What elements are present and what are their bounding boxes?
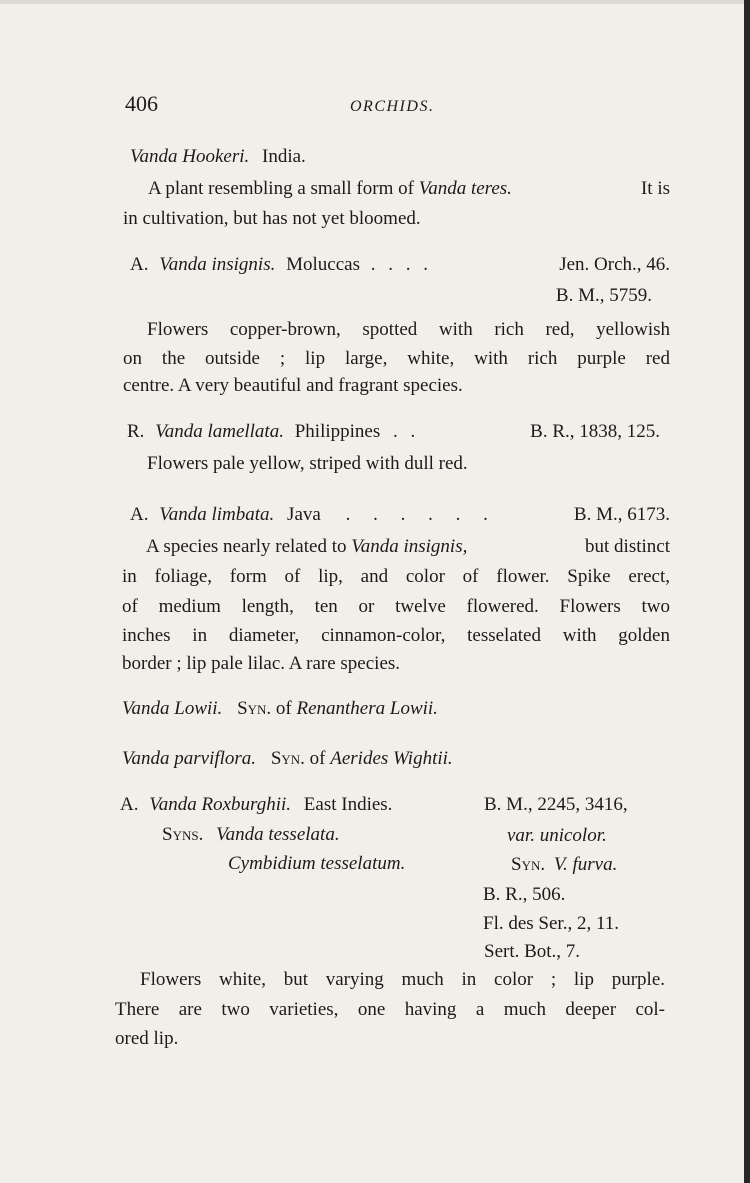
entry-heading — [120, 793, 392, 817]
locality: India. — [262, 146, 306, 167]
page-right-edge — [744, 0, 750, 1183]
description-line: in foliage, form of lip, and color of flower. Spike erect, — [122, 566, 670, 587]
synonym-label: Syn. — [270, 748, 305, 769]
reference: B. M., 6173. — [573, 504, 670, 525]
reference: Jen. Orch., 46. — [559, 254, 670, 275]
description-line: Flowers copper-brown, spotted with rich red, yellowish — [147, 319, 670, 340]
description-line: Flowers white, but varying much in color ; lip purple. — [140, 969, 665, 990]
leader-dots: . . — [392, 421, 420, 442]
description-line: inches in diameter, cinnamon-color, tesselated with golden — [122, 625, 670, 646]
description-line: centre. A very beautiful and fragrant species. — [123, 375, 463, 396]
reference: B. R., 1838, 125. — [530, 421, 660, 442]
species-name: Vanda Lowii. — [122, 698, 223, 719]
entry-heading — [130, 253, 432, 277]
entry-heading — [130, 145, 306, 169]
locality: Philippines — [294, 421, 381, 442]
entry-heading — [127, 420, 419, 444]
synonyms-line — [162, 823, 340, 847]
description-text: but distinct — [585, 536, 670, 557]
species-name: Vanda insignis. — [159, 254, 276, 275]
leader-dots: . . . . . . — [345, 504, 497, 525]
description-line: There are two varieties, one having a much deeper col- — [115, 999, 665, 1020]
species-name: Vanda lamellata. — [155, 421, 284, 442]
synonym-name: V. furva. — [553, 854, 618, 875]
description-line: Flowers pale yellow, striped with dull red. — [147, 453, 468, 474]
description-line: border ; lip pale lilac. A rare species. — [122, 653, 401, 674]
running-title: ORCHIDS. — [350, 98, 435, 115]
species-name: Vanda Roxburghii. — [149, 794, 292, 815]
page-top-edge — [0, 0, 750, 4]
grade-letter: A. — [130, 504, 149, 525]
grade-letter: A. — [130, 254, 149, 275]
description-line — [146, 535, 670, 559]
grade-letter: R. — [127, 421, 145, 442]
synonym-name: Vanda tesselata. — [216, 824, 340, 845]
reference: B. M., 5759. — [555, 285, 652, 306]
reference: B. M., 2245, 3416, — [484, 794, 628, 815]
reference: B. R., 506. — [483, 884, 566, 905]
synonym-label: Syn. — [237, 698, 272, 719]
description-line: in cultivation, but has not yet bloomed. — [123, 208, 421, 229]
description-text: It is — [640, 178, 670, 199]
synonym-entry — [122, 697, 438, 721]
page-number: 406 — [125, 91, 158, 116]
synonym-name: Cymbidium tesselatum. — [228, 853, 406, 874]
species-name: Vanda parviflora. — [122, 748, 257, 769]
species-name: Vanda Hookeri. — [130, 146, 250, 167]
species-name: Vanda limbata. — [159, 504, 275, 525]
description-line: on the outside ; lip large, white, with rich purple red — [123, 348, 670, 369]
species-reference: Vanda insignis, — [351, 536, 468, 557]
synonyms-label: Syns. — [162, 824, 204, 845]
locality: Java — [287, 504, 321, 525]
reference: var. unicolor. — [507, 825, 607, 846]
synonym-of: of — [309, 748, 326, 769]
synonym-of: of — [275, 698, 292, 719]
synonym-label: Syn. — [511, 854, 546, 875]
locality: East Indies. — [303, 794, 393, 815]
leader-dots: . . . . — [370, 254, 432, 275]
description-line: of medium length, ten or twelve flowered. Flowers two — [122, 596, 670, 617]
reference: Sert. Bot., 7. — [484, 941, 581, 962]
grade-letter: A. — [120, 794, 139, 815]
variety-synonym — [511, 853, 617, 877]
description-line — [148, 177, 670, 201]
species-reference: Vanda teres. — [418, 178, 512, 199]
reference: Fl. des Ser., 2, 11. — [483, 913, 619, 934]
description-text: A species nearly related to — [146, 536, 347, 557]
locality: Moluccas — [286, 254, 360, 275]
entry-heading — [130, 503, 497, 527]
description-text: A plant resembling a small form of — [148, 178, 414, 199]
description-line: ored lip. — [115, 1028, 179, 1049]
synonym-entry — [122, 747, 453, 771]
synonym-name: Renanthera Lowii. — [296, 698, 438, 719]
synonym-name: Aerides Wightii. — [330, 748, 453, 769]
